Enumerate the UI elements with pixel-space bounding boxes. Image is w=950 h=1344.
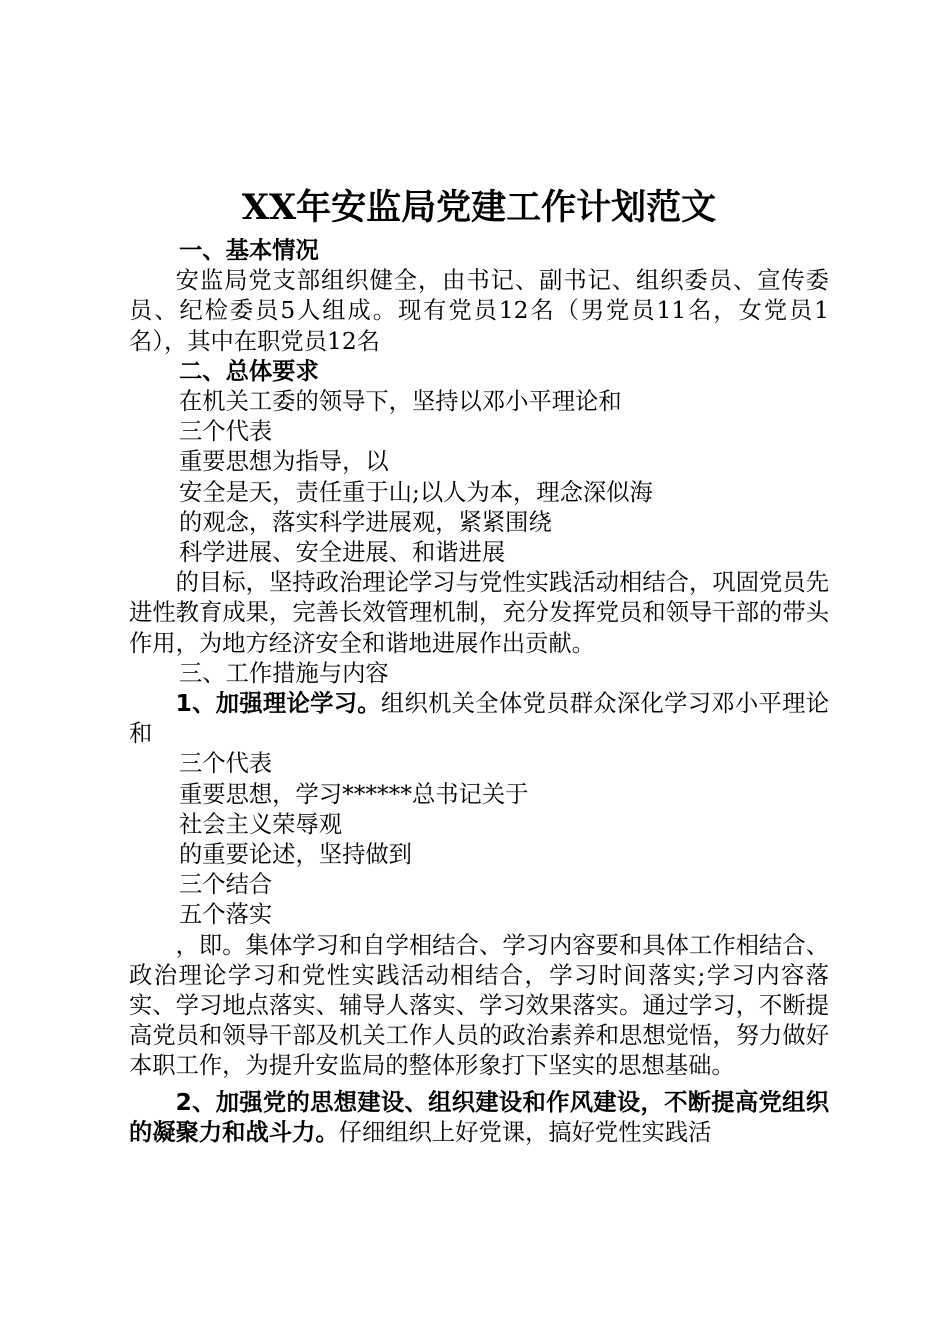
measure-line: 社会主义荣辱观 <box>179 810 343 838</box>
section-heading-requirements: 二、总体要求 <box>179 357 319 385</box>
measure-line: 三个结合 <box>179 871 273 899</box>
measure-item-1-intro <box>129 689 829 749</box>
measure-item-1-first: 组织机关全体党员群众深化学习邓小平理论和 <box>129 690 829 748</box>
section-requirements-body: 的目标，坚持政治理论学习与党性实践活动相结合，巩固党员先进性教育成果，完善长效管理机制，充分发挥党员和领导干部的带头作用，为地方经济安全和谐地进展作出贡献。 <box>129 569 829 657</box>
measure-line: 三个代表 <box>179 750 273 778</box>
measure-line: 五个落实 <box>179 901 273 929</box>
section-heading-measures: 三、工作措施与内容 <box>179 659 389 687</box>
measure-line: 重要思想，学习******总书记关于 <box>179 780 529 808</box>
measure-item-2 <box>129 1088 829 1148</box>
section-basic-body: 安监局党支部组织健全，由书记、副书记、组织委员、宣传委员、纪检委员5人组成。现有党员12名（男党员11名，女党员1名），其中在职党员12名 <box>129 267 829 355</box>
requirements-line: 三个代表 <box>179 418 273 446</box>
measure-line: 的重要论述，坚持做到 <box>179 841 412 869</box>
document-page <box>129 180 829 1148</box>
requirements-line: 重要思想为指导，以 <box>179 448 389 476</box>
measure-item-2-body: 仔细组织上好党课，搞好党性实践活 <box>338 1118 712 1146</box>
measure-item-1-body: ，即。集体学习和自学相结合、学习内容要和具体工作相结合、政治理论学习和党性实践活动相结合，学习时间落实;学习内容落实、学习地点落实、辅导人落实、学习效果落实。通过学习，不断提高党员和领导干部及机关工作人员的政治素养和思想觉悟，努力做好本职工作，为提升安监局的整体形象打下坚实的思想基础。 <box>129 931 829 1080</box>
requirements-line: 安全是天，责任重于山;以人为本，理念深似海 <box>179 478 653 506</box>
measure-item-2-lead: 2、加强党的思想建设、组织建设和作风建设，不断提高党组织的凝聚力和战斗力。 <box>129 1088 829 1146</box>
document-title: XX年安监局党建工作计划范文 <box>241 187 717 228</box>
measure-item-1-lead: 1、加强理论学习。 <box>175 690 381 718</box>
requirements-line: 在机关工委的领导下，坚持以邓小平理论和 <box>179 388 622 416</box>
requirements-line: 科学进展、安全进展、和谐进展 <box>179 539 506 567</box>
requirements-line: 的观念，落实科学进展观，紧紧围绕 <box>179 508 552 536</box>
section-heading-basic: 一、基本情况 <box>179 237 319 264</box>
